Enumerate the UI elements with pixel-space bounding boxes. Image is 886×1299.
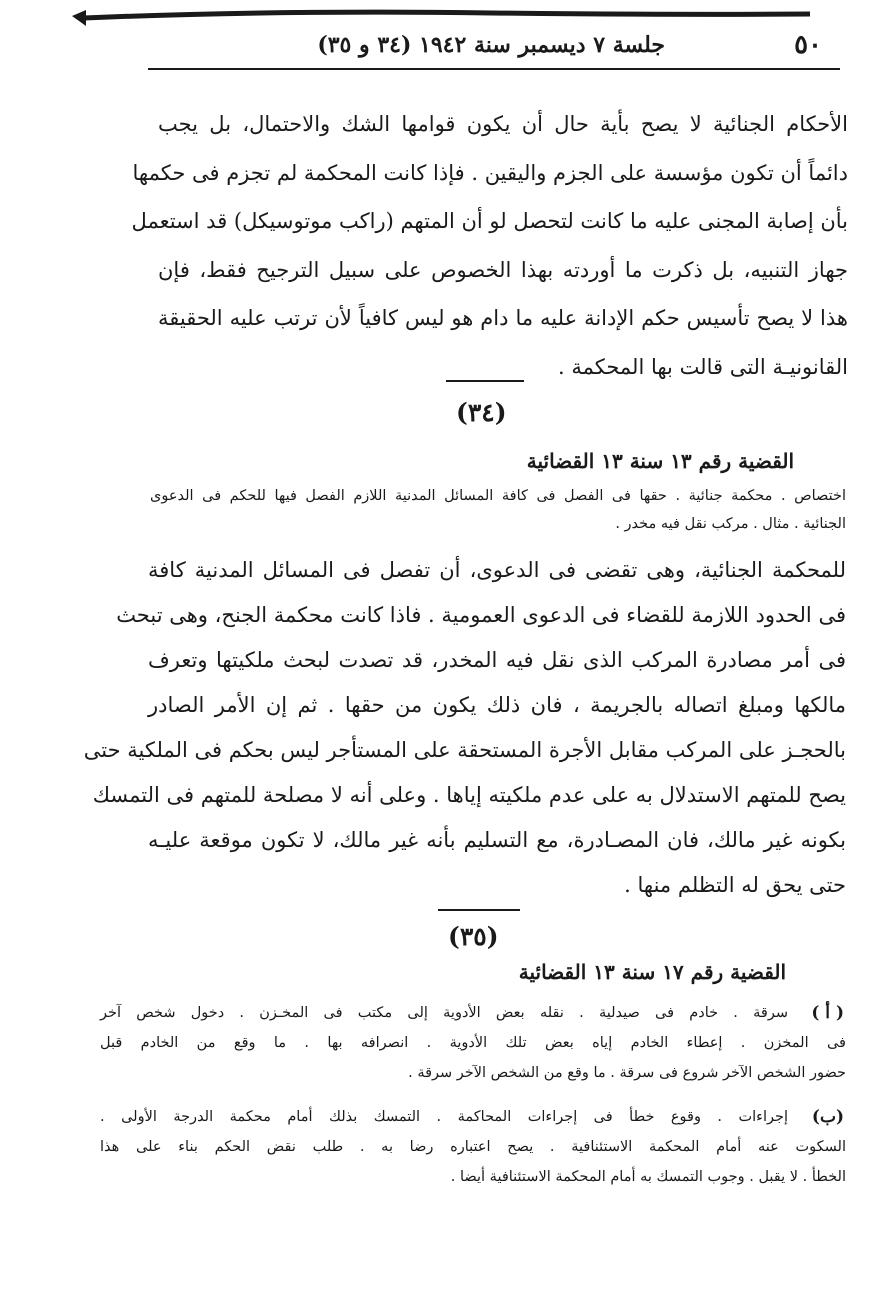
text-line: حتى يحق له التظلم منها . [624,873,846,897]
section-number: (٣٥) [448,922,499,951]
summary-line: إجراءات . وقوع خطأ فى إجراءات المحاكمة . التمسك بذلك أمام محكمة الدرجة الأولى . [100,1109,788,1125]
item-marker: ( أ ) [811,1003,844,1023]
paragraph-2 [83,548,846,908]
text-line: بالحجـز على المركب مقابل الأجرة المستحقة على المستأجر ليس بحكم فى الملكية حتى [83,738,846,762]
summary-line: اختصاص . محكمة جنائية . حقها فى الفصل فى كافة المسائل المدنية اللازم الفصل فيها للحكم فى الدعوى [150,488,846,504]
text-line: مالكها ومبلغ اتصاله بالجريمة ، فان ذلك يكون من حقها . ثم إن الأمر الصادر [148,693,846,717]
case-summary [150,482,846,538]
page-number: ٥٠ [794,30,822,60]
case-title: القضية رقم ١٣ سنة ١٣ القضائية [526,449,794,473]
header-rule [148,68,840,70]
section-number: (٣٤) [456,398,507,427]
text-line: القانونيـة التى قالت بها المحكمة . [558,354,848,379]
summary-line: الخطأ . لا يقبل . وجوب التمسك به أمام المحكمة الاستئنافية أيضا . [450,1169,846,1185]
text-line: فى الحدود اللازمة للقضاء فى الدعوى العمومية . فاذا كانت محكمة الجنح، وهى تبحث [116,603,846,627]
text-line: جهاز التنبيه، بل ذكرت ما أوردته بهذا الخصوص على سبيل الترجيح فقط، فإن [158,257,848,282]
page-header [140,26,840,70]
summary-line: السكوت عنه أمام المحكمة الاستئنافية . يصح اعتباره رضا به . طلب نقض الحكم بناء على هذا [100,1139,846,1155]
paragraph-1 [131,100,848,391]
section-separator [446,380,524,382]
summary-line: حضور الشخص الآخر شروع فى سرقة . ما وقع من الشخص الآخر سرقة . [408,1065,846,1081]
case-title: القضية رقم ١٧ سنة ١٣ القضائية [518,960,786,984]
text-line: هذا لا يصح تأسيس حكم الإدانة عليه ما دام هو ليس كافياً لأن ترتب عليه الحقيقة [158,306,848,330]
summary-item [100,998,846,1088]
swash-rule [72,10,86,26]
text-line: دائماً أن تكون مؤسسة على الجزم واليقين . فإذا كانت المحكمة لم تجزم فى حكمها [132,160,848,185]
section-separator [438,909,520,911]
summary-line: سرقة . خادم فى صيدلية . نقله بعض الأدوية إلى مكتب فى المخـزن . دخول شخص آخر [100,1005,788,1021]
text-line: بكونه غير مالك، فان المصـادرة، مع التسليم بأنه غير مالك، لا تكون موقعة عليـه [148,828,846,852]
text-line: بأن إصابة المجنى عليه ما كانت لتحصل لو أن المتهم (راكب موتوسيكل) قد استعمل [131,209,848,233]
text-line: للمحكمة الجنائية، وهى تقضى فى الدعوى، أن تفصل فى المسائل المدنية كافة [148,558,846,582]
text-line: فى أمر مصادرة المركب الذى نقل فيه المخدر، قد تصدت لبحث ملكيتها وتعرف [148,648,846,672]
case-summary-items [100,998,846,1192]
text-line: يصح للمتهم الاستدلال به على عدم ملكيته إياها . وعلى أنه لا مصلحة للمتهم فى التمسك [92,783,846,807]
summary-line: الجنائية . مثال . مركب نقل فيه مخدر . [615,516,846,532]
summary-line: فى المخزن . إعطاء الخادم إياه بعض تلك الأدوية . انصرافه بها . ما وقع من الخادم قبل [100,1035,846,1051]
running-head: جلسة ٧ ديسمبر سنة ١٩٤٢ (٣٤ و ٣٥) [317,32,665,58]
text-line: الأحكام الجنائية لا يصح بأية حال أن يكون قوامها الشك والاحتمال، بل يجب [158,112,848,136]
item-marker: (ب) [811,1107,844,1127]
summary-item [100,1102,846,1192]
